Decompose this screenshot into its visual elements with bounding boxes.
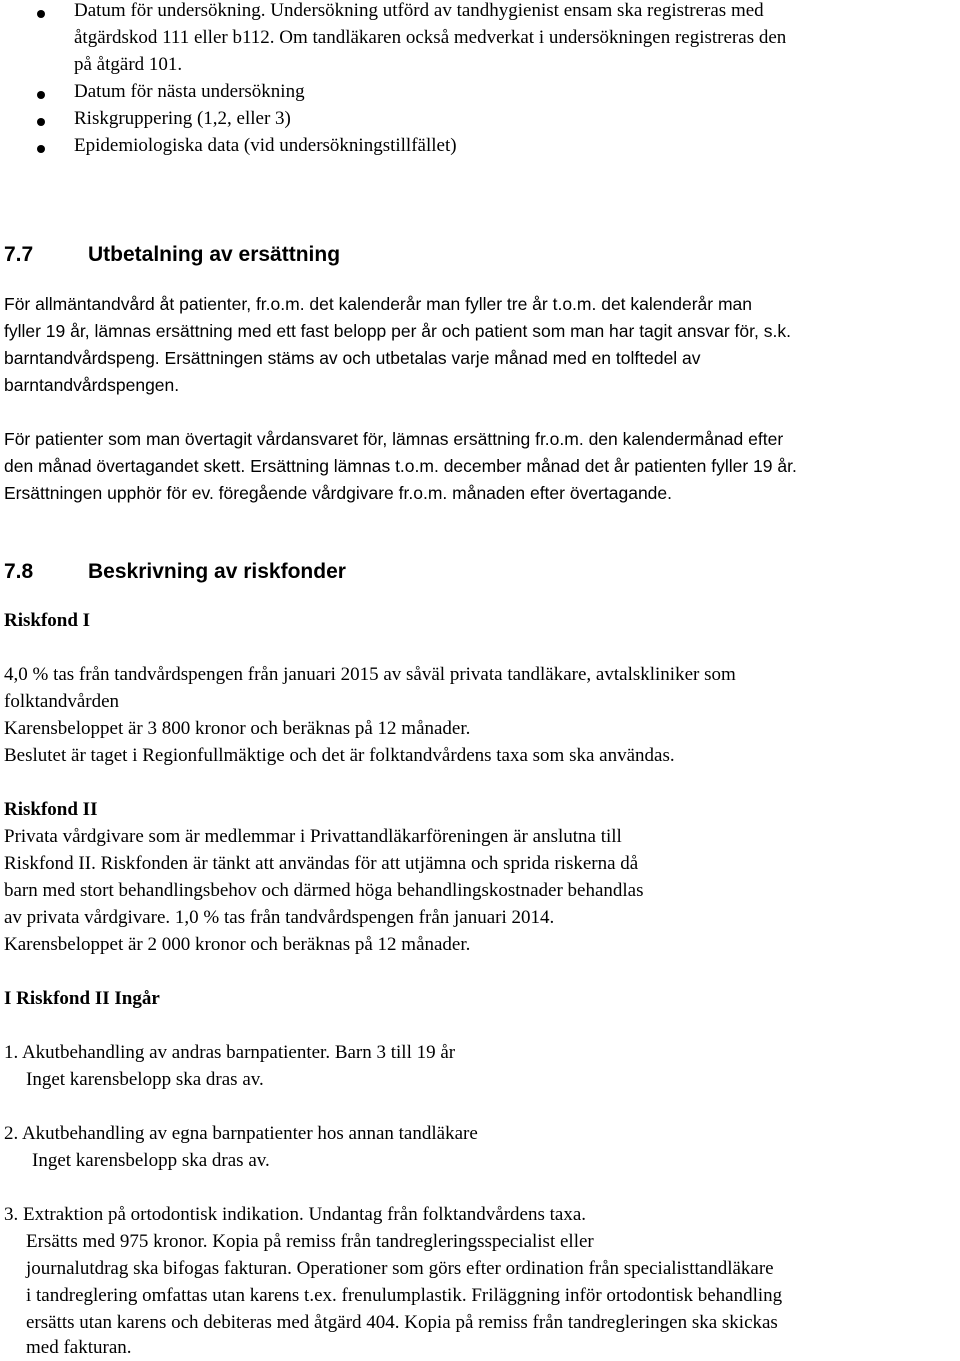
- subheading: Riskfond I: [4, 610, 91, 631]
- bullet-text: Datum för nästa undersökning: [74, 81, 305, 102]
- section-number: 7.7: [4, 243, 34, 266]
- paragraph-line: folktandvården: [4, 691, 120, 712]
- bullet-text: åtgärdskod 111 eller b112. Om tandläkaren också medverkat i undersökningen registreras den: [74, 27, 787, 48]
- paragraph-line: För allmäntandvård åt patienter, fr.o.m. det kalenderår man fyller tre år t.o.m. det kalenderår man: [4, 294, 752, 314]
- bullet-dot: [37, 145, 45, 153]
- paragraph-line: Privata vårdgivare som är medlemmar i Privattandläkarföreningen är anslutna till: [4, 826, 622, 847]
- paragraph-line: av privata vårdgivare. 1,0 % tas från tandvårdspengen från januari 2014.: [4, 907, 555, 928]
- bullet-dot: [37, 10, 45, 18]
- list-item-line: journalutdrag ska bifogas fakturan. Operationer som görs efter ordination från specialisttandläkare: [26, 1258, 774, 1279]
- list-item: 1. Akutbehandling av andras barnpatienter. Barn 3 till 19 år: [4, 1042, 456, 1063]
- subheading: I Riskfond II Ingår: [4, 988, 160, 1009]
- paragraph-line: Riskfond II. Riskfonden är tänkt att användas för att utjämna och sprida riskerna då: [4, 853, 639, 874]
- list-item: 2. Akutbehandling av egna barnpatienter hos annan tandläkare: [4, 1123, 478, 1144]
- paragraph-line: barn med stort behandlingsbehov och därmed höga behandlingskostnader behandlas: [4, 880, 644, 901]
- paragraph-line: Ersättningen upphör för ev. föregående vårdgivare fr.o.m. månaden efter övertagande.: [4, 483, 673, 503]
- paragraph-line: fyller 19 år, lämnas ersättning med ett fast belopp per år och patient som man har tagit ansvar för, s.k.: [4, 321, 791, 341]
- section-number: 7.8: [4, 560, 34, 583]
- paragraph-line: den månad övertagandet skett. Ersättning lämnas t.o.m. december månad det år patienten fyller 19 år.: [4, 456, 797, 476]
- bullet-text: Riskgruppering (1,2, eller 3): [74, 108, 291, 129]
- bullet-text: på åtgärd 101.: [74, 54, 183, 75]
- list-item-line: ersätts utan karens och debiteras med åtgärd 404. Kopia på remiss från tandregleringen ska skickas: [26, 1312, 778, 1333]
- list-item-line: Inget karensbelopp ska dras av.: [26, 1069, 264, 1090]
- list-item-line: i tandreglering omfattas utan karens t.ex. frenulumplastik. Friläggning inför ortodontisk behandling: [26, 1285, 783, 1306]
- subheading: Riskfond II: [4, 799, 98, 820]
- bullet-dot: [37, 91, 45, 99]
- list-item-line: med fakturan.: [26, 1337, 132, 1358]
- section-title: Utbetalning av ersättning: [88, 243, 341, 266]
- list-item-line: Ersätts med 975 kronor. Kopia på remiss från tandregleringsspecialist eller: [26, 1231, 594, 1252]
- paragraph-line: 4,0 % tas från tandvårdspengen från januari 2015 av såväl privata tandläkare, avtalskliniker som: [4, 664, 736, 685]
- bullet-dot: [37, 118, 45, 126]
- bullet-text: Epidemiologiska data (vid undersökningstillfället): [74, 135, 457, 156]
- paragraph-line: Karensbeloppet är 2 000 kronor och beräknas på 12 månader.: [4, 934, 471, 955]
- paragraph-line: barntandvårdspeng. Ersättningen stäms av och utbetalas varje månad med en tolftedel av: [4, 348, 701, 368]
- bullet-text: Datum för undersökning. Undersökning utförd av tandhygienist ensam ska registreras med: [74, 0, 764, 21]
- paragraph-line: Karensbeloppet är 3 800 kronor och beräknas på 12 månader.: [4, 718, 471, 739]
- paragraph-line: barntandvårdspengen.: [4, 375, 180, 395]
- paragraph-line: Beslutet är taget i Regionfullmäktige och det är folktandvårdens taxa som ska användas.: [4, 745, 675, 766]
- paragraph-line: För patienter som man övertagit vårdansvaret för, lämnas ersättning fr.o.m. den kalendermånad efter: [4, 429, 784, 449]
- list-item: 3. Extraktion på ortodontisk indikation. Undantag från folktandvårdens taxa.: [4, 1204, 586, 1225]
- section-title: Beskrivning av riskfonder: [88, 560, 346, 583]
- list-item-line: Inget karensbelopp ska dras av.: [32, 1150, 270, 1171]
